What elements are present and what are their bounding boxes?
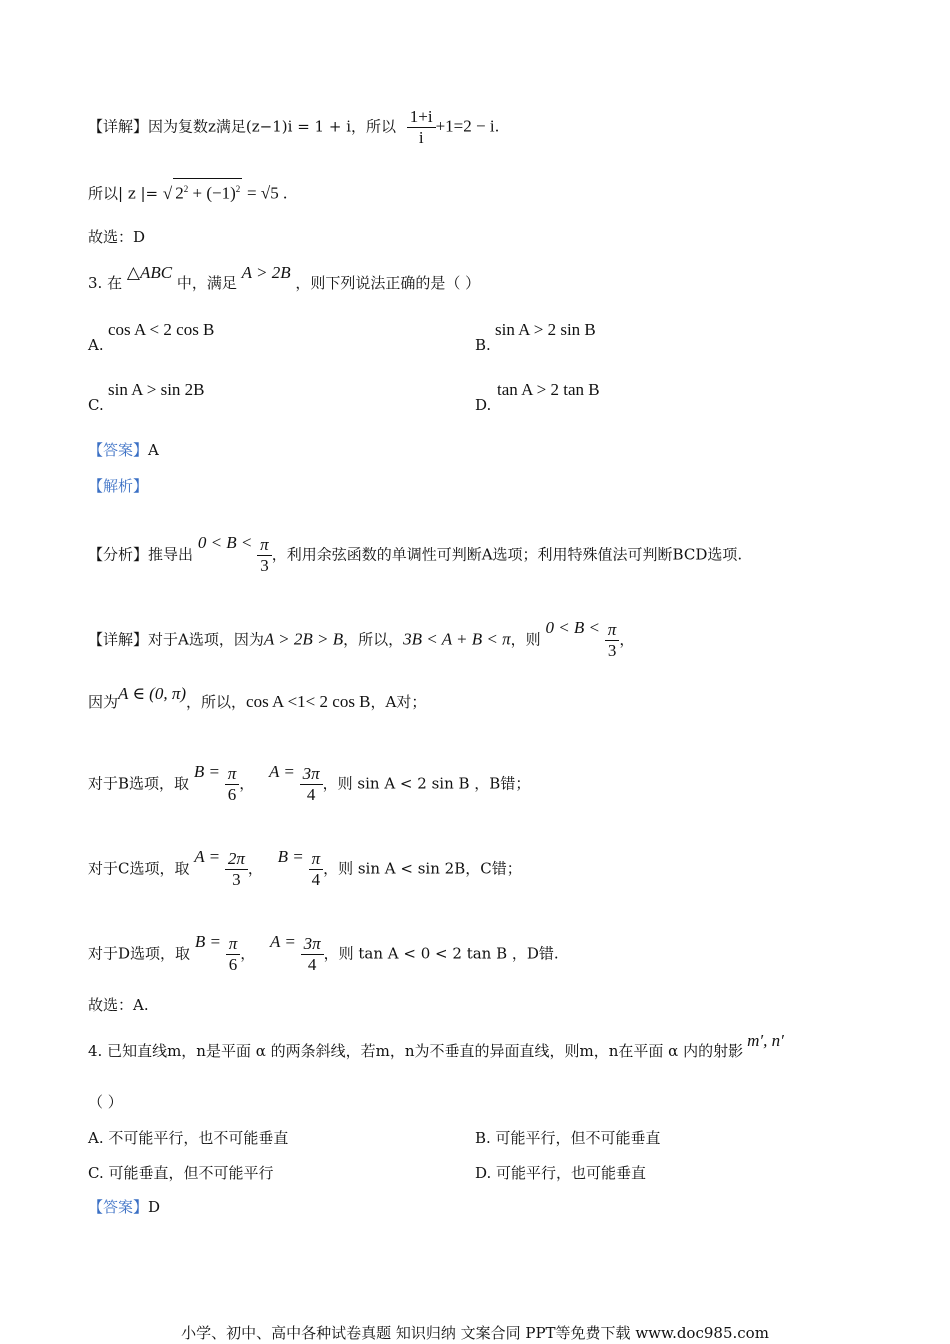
answer-tag: 【答案】 (88, 441, 149, 459)
triangle-abc: △ABC (126, 263, 173, 282)
q4-paren: （ ） (88, 1093, 123, 1111)
q4-option-a: A. 不可能平行，也不可能垂直 (88, 1129, 289, 1147)
q3-detail-3: 对于B选项，取 B = $\frac{\pi}{6}$ ， A = $\frac{3\pi}{4}$ ，则 sin A < 2 sin B ，B错； (88, 761, 531, 804)
q4-stem: 4. 已知直线m，n是平面 α 的两条斜线，若m，n为不垂直的异面直线，则m，n在平面 α 内的射影m′, n′ (88, 1031, 784, 1060)
q3-jiexi-tag: 【解析】 (88, 477, 149, 495)
q3-final: 故选：A. (88, 996, 149, 1014)
q4-option-d: D. 可能平行，也可能垂直 (475, 1164, 647, 1182)
q3-detail-1: 【详解】对于A选项，因为A > 2B > B，所以，3B < A + B < π，则 0 < B < $\frac{\pi}{3}$ ， (88, 617, 635, 660)
q4-option-c: C. 可能垂直，但不可能平行 (88, 1164, 274, 1182)
q3-analysis: 【分析】推导出 0 < B < $\frac{\pi}{3}$ ，利用余弦函数的单调性可判断A选项；利用特殊值法可判断BCD选项. (88, 532, 743, 575)
q4-answer: 【答案】D (88, 1198, 161, 1216)
detail-tag: 【详解】 (88, 117, 149, 136)
condition: A > 2B (241, 263, 291, 282)
q2-detail-line: 【详解】因为复数z满足(z−1)i = 1 + i，所以 $\frac{1+i}{i}$ +1=2 − i. (88, 107, 500, 147)
q3-detail-2: 因为A ∈ (0, π)，所以，cos A <1< 2 cos B，A对； (88, 684, 427, 711)
z-rest: +1=2 − i (435, 116, 495, 136)
page-footer: 小学、初中、高中各种试卷真题 知识归纳 文案合同 PPT等免费下载 www.doc985.com (181, 1324, 769, 1342)
q3-answer: 【答案】A (88, 441, 159, 459)
q4-option-b: B. 可能平行，但不可能垂直 (475, 1129, 661, 1147)
q2-answer: 故选：D (88, 228, 146, 246)
answer-tag: 【答案】 (88, 1198, 149, 1216)
q2-modulus-line (88, 178, 287, 204)
sqrt-expression: √ $2^2 + (-1)^2$ (163, 184, 242, 203)
modulus-prefix: 所以| z |= (88, 184, 159, 203)
q3-stem: 3. 在 △ABC 中，满足 A > 2B ，则下列说法正确的是（ ） (88, 263, 481, 292)
q3-detail-4: 对于C选项，取 A = $\frac{2\pi}{3}$ ， B = $\frac{\pi}{4}$ ，则 sin A < sin 2B，C错； (88, 846, 522, 889)
modulus-rest: = √5 . (247, 183, 288, 203)
q3-detail-5: 对于D选项，取 B = $\frac{\pi}{6}$ ， A = $\frac{3\pi}{4}$ ，则 tan A < 0 < 2 tan B ，D错. (88, 931, 559, 974)
z-fraction: $\frac{1+i}{i}$ (407, 107, 436, 148)
q2-detail-text: 因为复数z满足(z−1)i = 1 + i，所以 (148, 117, 396, 136)
